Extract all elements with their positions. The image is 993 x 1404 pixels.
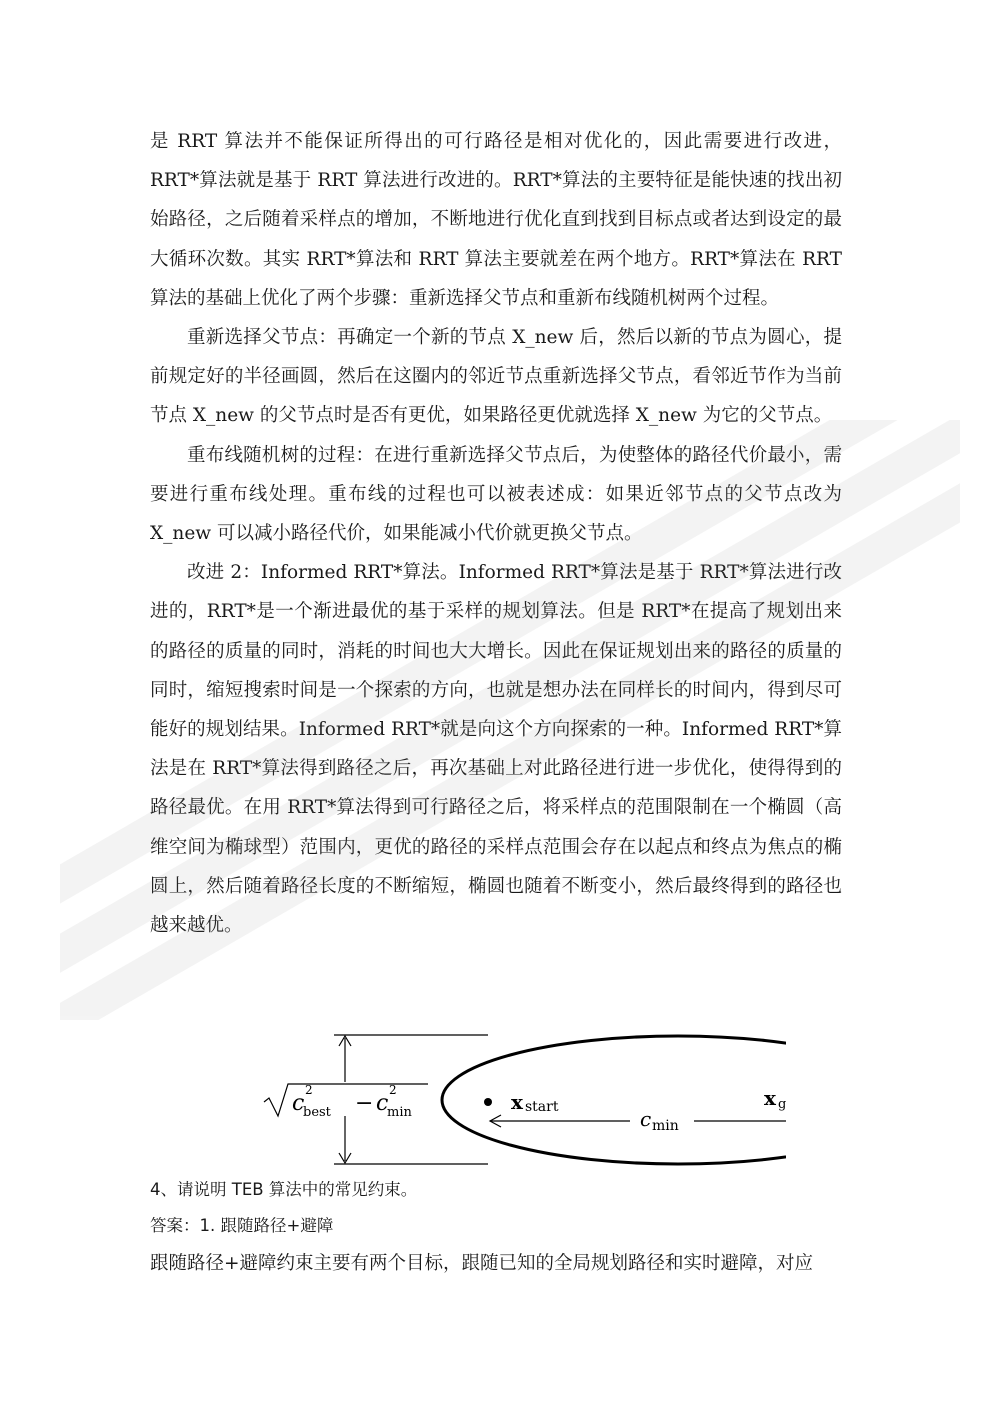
answer-heading: 答案：1. 跟随路径+避障 bbox=[150, 1216, 334, 1235]
paragraph-choose-parent: 重新选择父节点：再确定一个新的节点 X_new 后，然后以新的节点为圆心，提前规定好的半径画圆，然后在这圈内的邻近节点重新选择父节点，看邻近节作为当前节点 X_new 的父节点时是否有更优，如果路径更优就选择 X_new 为它的父节点。 bbox=[150, 327, 842, 427]
c-min-sub: min bbox=[387, 1105, 412, 1120]
x-start-x: x bbox=[511, 1090, 523, 1114]
paragraph-informed-rrt: 改进 2：Informed RRT*算法。Informed RRT*算法是基于 RRT*算法进行改进的，RRT*是一个渐进最优的基于采样的规划算法。但是 RRT*在提高了规划出来的路径的质量的同时，消耗的时间也大大增长。因此在保证规划出来的路径的质量的同时，缩短搜索时间是一个探索的方向，也就是想办法在同样长的时间内，得到尽可能好的规划结果。Informed RRT*就是向这个方向探索的一种。Informed RRT*算法是在 RRT*算法得到路径之后，再次基础上对此路径进行进一步优化，使得得到的路径最优。在用 RRT*算法得到可行路径之后，将采样点的范围限制在一个椭圆（高维空间为椭球型）范围内，更优的路径的采样点范围会存在以起点和终点为焦点的椭圆上，然后随着路径长度的不断缩短，椭圆也随着不断变小，然后最终得到的路径也越来越优。 bbox=[150, 562, 842, 937]
c-min-c: c bbox=[376, 1091, 389, 1116]
paragraph-rrt-intro: 是 RRT 算法并不能保证所得出的可行路径是相对优化的，因此需要进行改进，RRT*算法就是基于 RRT 算法进行改进的。RRT*算法的主要特征是能快速的找出初始路径，之后随着采样点的增加，不断地进行优化直到找到目标点或者达到设定的最大循环次数。其实 RRT*算法和 RRT 算法主要就差在两个地方。RRT*算法在 RRT 算法的基础上优化了两个步骤：重新选择父节点和重新布线随机树两个过程。 bbox=[150, 131, 842, 309]
sampling-ellipse bbox=[442, 1036, 788, 1164]
cmin-c: c bbox=[640, 1107, 652, 1131]
qa-block bbox=[150, 1172, 842, 1283]
c-min-sup: 2 bbox=[389, 1083, 397, 1097]
x-goal-x: x bbox=[764, 1086, 776, 1110]
x-goal-sub: g bbox=[778, 1097, 787, 1112]
paragraph-rewire: 重布线随机树的过程：在进行重新选择父节点后，为使整体的路径代价最小，需要进行重布线处理。重布线的过程也可以被表述成：如果近邻节点的父节点改为 X_new 可以减小路径代价，如果能减小代价就更换父节点。 bbox=[150, 444, 842, 545]
cmin-sub: min bbox=[652, 1118, 679, 1134]
c-best-c: c bbox=[292, 1091, 305, 1116]
c-best-sub: best bbox=[303, 1105, 331, 1120]
body-text bbox=[150, 122, 842, 945]
ellipse-figure bbox=[258, 1030, 788, 1168]
start-point bbox=[484, 1098, 492, 1106]
minus-sign: − bbox=[355, 1091, 374, 1116]
ellipse-diagram bbox=[258, 1030, 788, 1168]
question-heading: 4、请说明 TEB 算法中的常见约束。 bbox=[150, 1180, 418, 1199]
c-best-sup: 2 bbox=[305, 1083, 313, 1097]
x-start-sub: start bbox=[525, 1099, 559, 1115]
answer-paragraph: 跟随路径+避障约束主要有两个目标，跟随已知的全局规划路径和实时避障，对应 bbox=[150, 1253, 814, 1274]
